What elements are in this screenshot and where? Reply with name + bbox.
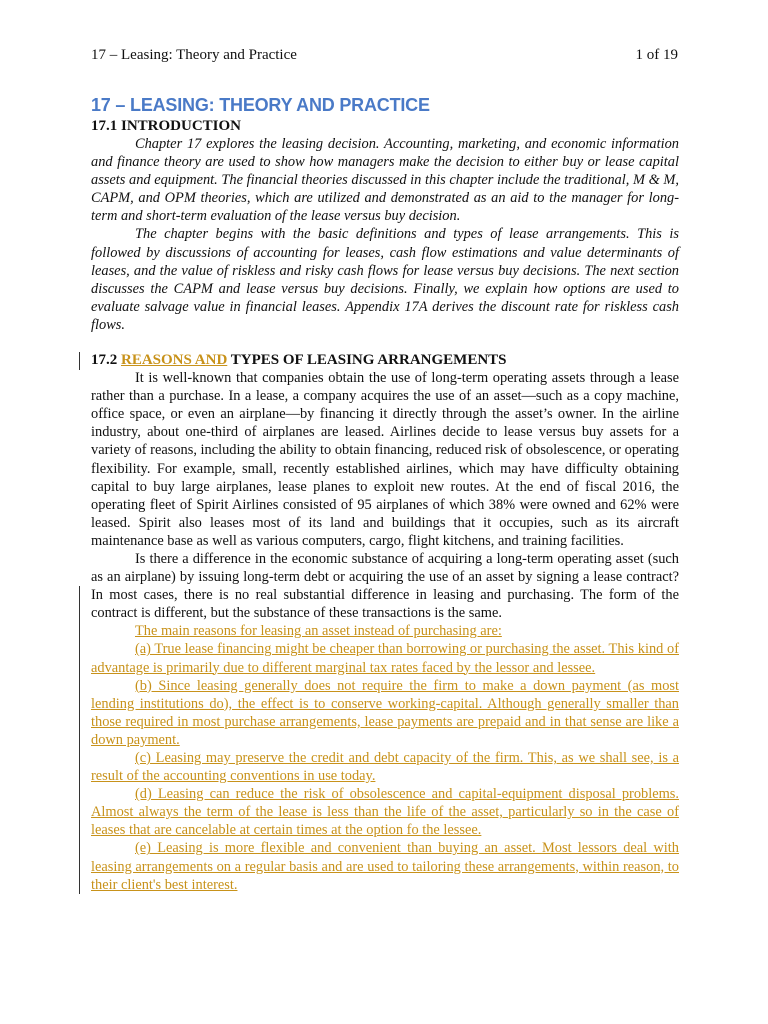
intro-paragraph-2: The chapter begins with the basic definitions and types of lease arrangements. This is followed by discussions of accounting for leases, cash flow estimations and value determinants of leases, and the value of riskless and risky cash flows for lease versus buy decisions. The next section discusses the CAPM and lease versus buy decisions. Finally, we explain how options are used to evaluate salvage value in financial leases. Appendix 17A derives the discount rate for riskless cash flows. [91, 226, 679, 333]
inserted-text: REASONS AND [121, 352, 228, 369]
change-bar [79, 352, 80, 370]
reason-e: (e) Leasing is more flexible and convenient than buying an asset. Most lessors deal with leasing arrangements on a regular basis and are used to tailoring these arrangements, within reason, to their client's best interest. [91, 840, 679, 893]
reason-a: (a) True lease financing might be cheaper than borrowing or purchasing the asset. This kind of advantage is primarily due to different marginal tax rates faced by the lessor and lessee. [91, 641, 679, 676]
body-paragraph-1: It is well-known that companies obtain the use of long-term operating assets through a lease rather than a purchase. In a lease, a company acquires the use of an asset—such as a copy machine, office space, or even an airplane—by financing it directly through the asset’s owner. In the airline industry, about one-third of airplanes are leased. Airlines decide to lease versus buy assets for a variety of reasons, including the ability to obtain financing, reduced risk of obsolescence, or operating flexibility. For example, small, recently established airlines, which may have difficulty obtaining capital to buy large airplanes, lease planes to exploit new routes. At the end of fiscal 2016, the operating fleet of Spirit Airlines consisted of 95 airplanes of which 38% were owned and 62% were leased. Spirit also leases most of its land and buildings that it occupies, such as its aircraft maintenance base as well as various computers, cargo, flight kitchens, and training facilities. [91, 370, 679, 549]
chapter-title: 17 – LEASING: THEORY AND PRACTICE [91, 95, 430, 115]
page-number: 1 of 19 [635, 47, 678, 63]
running-header-title: 17 – Leasing: Theory and Practice [91, 47, 297, 63]
reasons-intro: The main reasons for leasing an asset instead of purchasing are: [135, 623, 502, 640]
intro-paragraph-1: Chapter 17 explores the leasing decision. Accounting, marketing, and economic information and finance theory are used to show how managers make the decision to either buy or lease capital assets and equipment. The financial theories discussed in this chapter include the traditional, M & M, CAPM, and OPM theories, which are utilized and demonstrated as an aid to the manager for long-term and short-term evaluation of the lease versus buy decision. [91, 136, 679, 225]
body-paragraph-2: Is there a difference in the economic substance of acquiring a long-term operating asset (such as an airplane) by issuing long-term debt or acquiring the use of an asset by signing a lease contract? In most cases, there is no real substantial difference in leasing and purchasing. The form of the contract is different, but the substance of these transactions is the same. [91, 550, 679, 622]
change-bar [79, 586, 80, 893]
reasons-list [91, 622, 679, 893]
section-2-heading-rest: TYPES OF LEASING ARRANGEMENTS [230, 352, 507, 369]
section-reasons-and-types [91, 352, 679, 894]
reason-c: (c) Leasing may preserve the credit and debt capacity of the firm. This, as we shall see, is a result of the accounting conventions in use today. [91, 750, 679, 785]
section-2-number: 17.2 [91, 352, 118, 369]
page-content [91, 92, 679, 894]
section-introduction [91, 118, 679, 334]
section-1-heading: 17.1 INTRODUCTION [91, 118, 242, 134]
reason-b: (b) Since leasing generally does not require the firm to make a down payment (as most lending institutions do), the effect is to conserve working-capital. Although generally smaller than those required in most purchase arrangements, lease payments are prepaid and in that sense are like a down payment. [91, 677, 679, 748]
section-2-heading [91, 352, 679, 369]
reason-d: (d) Leasing can reduce the risk of obsolescence and capital-equipment disposal problems. Almost always the term of the lease is less than the life of the asset, particularly so in the case of leases that are cancelable at certain times at the option fo the lessee. [91, 786, 679, 839]
